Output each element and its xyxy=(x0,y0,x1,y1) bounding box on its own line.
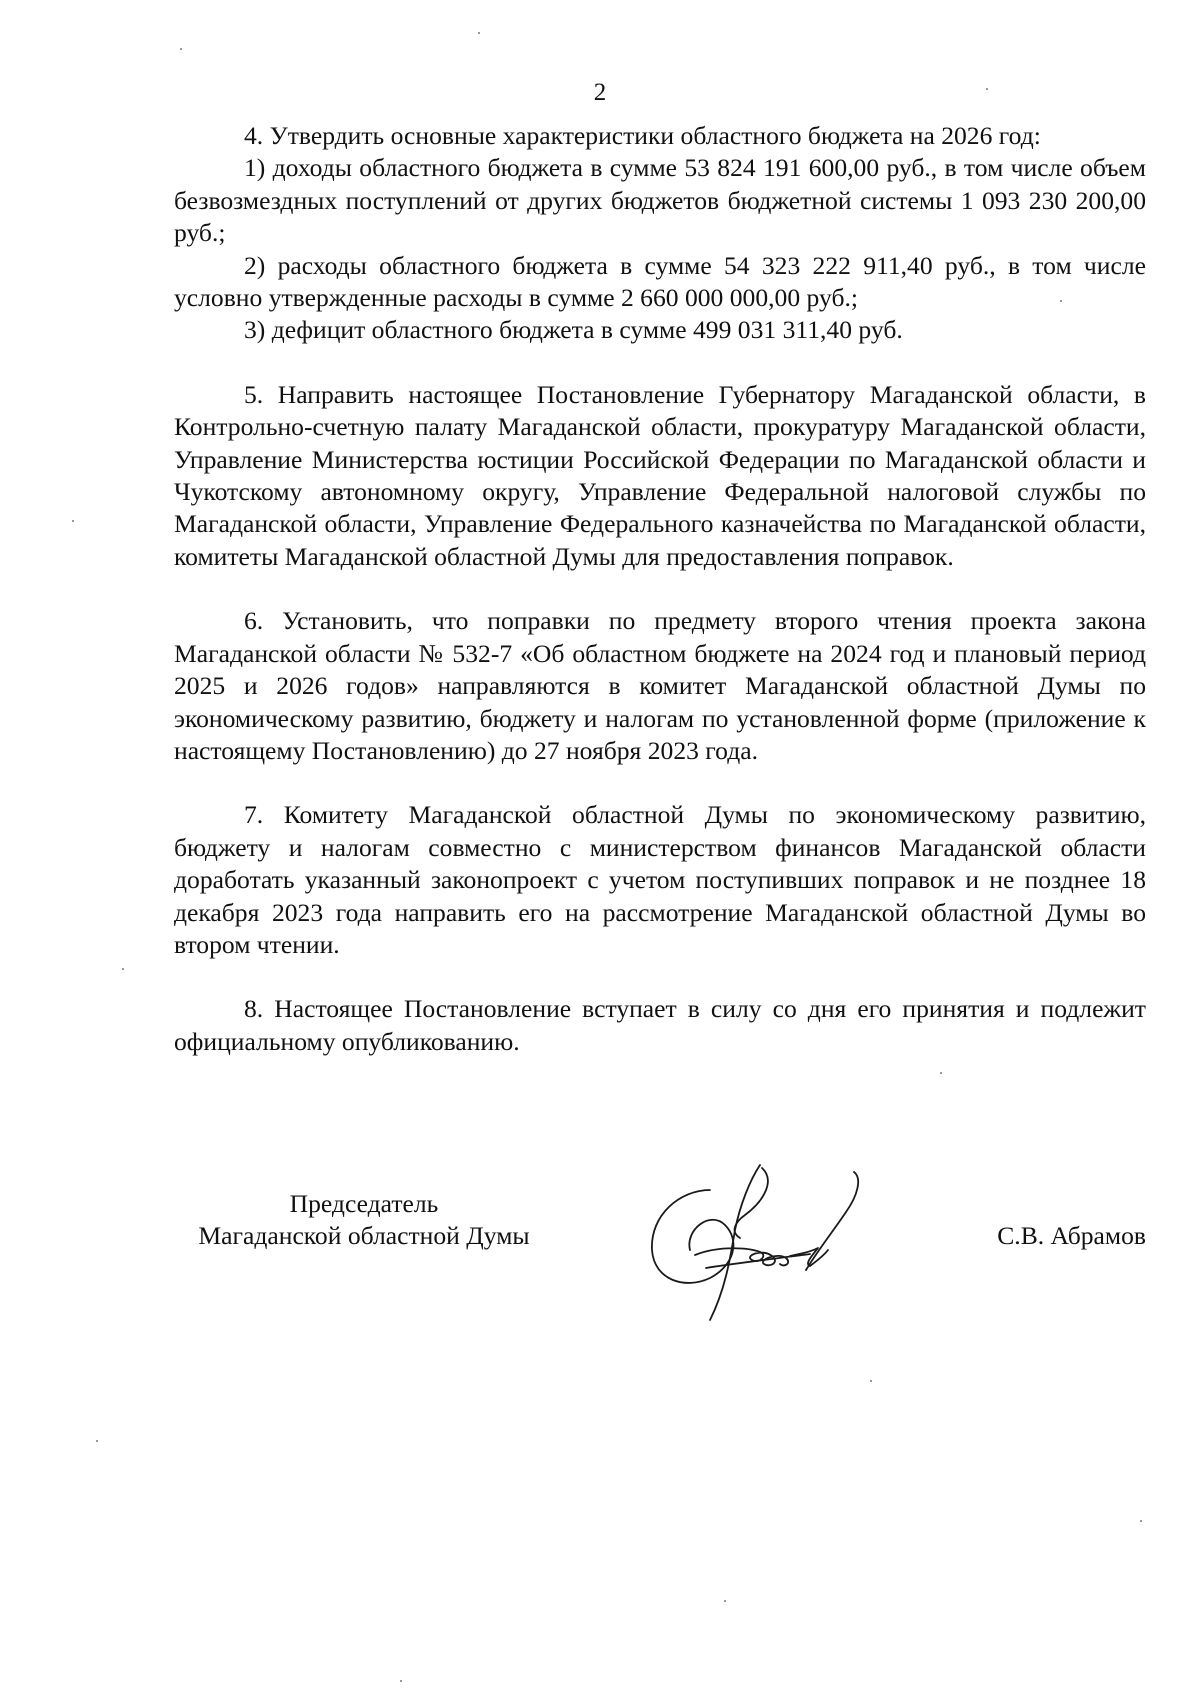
scan-speck xyxy=(122,968,124,970)
paragraph-gap xyxy=(174,573,1146,605)
handwritten-signature xyxy=(640,1160,870,1330)
paragraph-8: 8. Настоящее Постановление вступает в силу со дня его принятия и подлежит официальному опубликованию. xyxy=(174,994,1146,1056)
paragraph-4-item-2: 2) расходы областного бюджета в сумме 54 323 222 911,40 руб., в том числе условно утвержденные расходы в сумме 2 660 000 000,00 руб.; xyxy=(174,250,1146,313)
scan-speck xyxy=(1060,300,1062,302)
signatory-name: С.В. Абрамов xyxy=(997,1221,1146,1250)
scan-speck xyxy=(180,48,182,50)
paragraph-4-item-3: 3) дефицит областного бюджета в сумме 499 031 311,40 руб. xyxy=(244,315,903,345)
scan-speck xyxy=(940,1072,942,1074)
paragraph-gap xyxy=(174,961,1146,993)
paragraph-7: 7. Комитету Магаданской областной Думы по экономическому развитию, бюджету и налогам совместно с министерством финансов Магаданской области доработать указанный законопроект с учетом поступивших поправок и не позднее 18 декабря 2023 года направить его на рассмотрение Магаданской областной Думы во втором чтении. xyxy=(174,800,1146,959)
signatory-title-line-1: Председатель xyxy=(289,1189,439,1218)
scan-speck xyxy=(478,32,480,34)
scan-speck xyxy=(724,1600,726,1602)
scan-speck xyxy=(870,1380,872,1382)
signatory-title-line-2: Магаданской областной Думы xyxy=(198,1221,530,1251)
scan-speck xyxy=(96,1440,98,1442)
scan-speck xyxy=(72,520,74,522)
signatory-title xyxy=(174,1188,554,1253)
scan-speck xyxy=(1140,1520,1142,1522)
paragraph-gap xyxy=(174,347,1146,379)
page-number: 2 xyxy=(593,79,607,106)
paragraph-6: 6. Установить, что поправки по предмету второго чтения проекта закона Магаданской области № 532-7 «Об областном бюджете на 2024 год и плановый период 2025 и 2026 годов» направляются в комитет Магаданской областной Думы по экономическому развитию, бюджету и налогам по установленной форме (приложение к настоящему Постановлению) до 27 ноября 2023 года. xyxy=(174,606,1146,765)
scan-speck xyxy=(986,88,988,90)
scan-speck xyxy=(400,1680,402,1682)
paragraph-5: 5. Направить настоящее Постановление Губернатору Магаданской области, в Контрольно-счетную палату Магаданской области, прокуратуру Магаданской области, Управление Министерства юстиции Российской Федерации по Магаданской области и Чукотскому автономному округу, Управление Федеральной налоговой службы по Магаданской области, Управление Федерального казначейства по Магаданской области, комитеты Магаданской областной Думы для предоставления поправок. xyxy=(174,379,1146,571)
paragraph-gap xyxy=(174,767,1146,799)
document-body xyxy=(174,120,1146,1058)
paragraph-4: 4. Утвердить основные характеристики областного бюджета на 2026 год: xyxy=(244,121,1041,150)
signature-block xyxy=(174,1188,1146,1318)
paragraph-4-item-1: 1) доходы областного бюджета в сумме 53 824 191 600,00 руб., в том числе объем безвозмездных поступлений от других бюджетов бюджетной системы 1 093 230 200,00 руб.; xyxy=(174,153,1146,248)
